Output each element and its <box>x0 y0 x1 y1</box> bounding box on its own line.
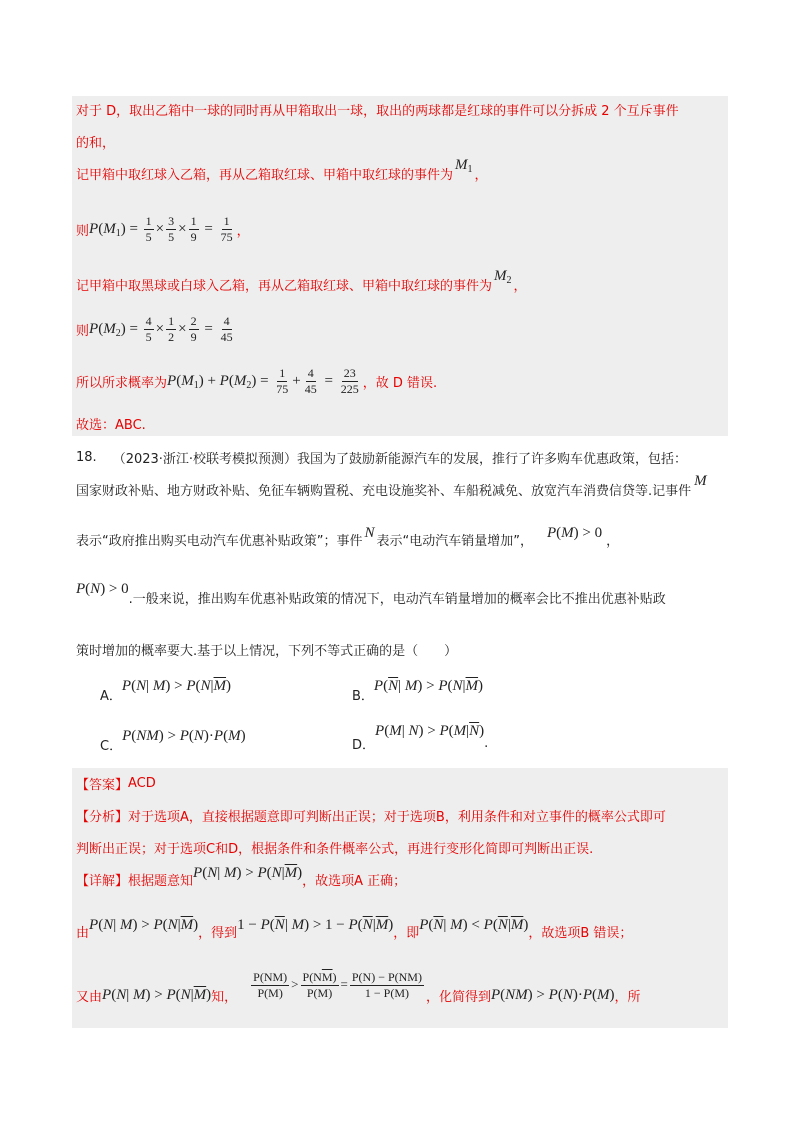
detail-label: 【详解】 <box>76 874 129 889</box>
formula-p-m2: $P(M_2)$ = $\frac{4}{5}$ × $\frac{1}{2}$ × $\frac{2}{9}$ = $\frac{4}{45}$ <box>89 314 233 344</box>
event-m2: $M_2$ <box>494 267 512 286</box>
solution-d-line-7: 所以所求概率为 $P(M_1) + P(M_2)$ = $\frac{1}{75}$ + $\frac{4}{45}$ = $\frac{23}{225}$ ，故 D 错误. <box>76 366 438 396</box>
question-source: （2023·浙江·校联考模拟预测） <box>112 452 298 467</box>
option-a[interactable]: A． P(N| $M) > P(N|\overline{M})$ <box>100 678 232 704</box>
detail-formula-3a: P(N| $M) > P(N|\overline{M})$ <box>102 987 212 1003</box>
formula-pn-positive: P(N) > 0 <box>76 581 129 597</box>
formula-total-probability: $P(M_1) + P(M_2)$ = $\frac{1}{75}$ + $\frac{4}{45}$ = $\frac{23}{225}$ <box>167 366 359 396</box>
analysis-line-2: 判断出正误；对于选项C和D，根据条件和条件概率公式，再进行变形化简即可判断出正误. <box>76 842 594 857</box>
answer-label: 【答案】 <box>76 778 129 793</box>
option-d-formula: P(M| $N) > P(M|\overline{N})$ <box>375 723 485 739</box>
option-a-formula: P(N| $M) > P(N|\overline{M})$ <box>121 678 232 694</box>
detail-formula-1: P(N| $M) > P(N|\overline{M})$ <box>193 865 303 881</box>
question-number: 18. <box>76 450 97 465</box>
question-18-line-1: 18. （2023·浙江·校联考模拟预测） 我国为了鼓励新能源汽车的发展，推行了许多购车优惠政策，包括： <box>76 450 688 467</box>
formula-pm-positive: P(M) > 0 <box>546 525 603 541</box>
option-d[interactable]: D． P(M| $N) > P(M|\overline{N})$ . <box>352 723 489 753</box>
question-18-line-5: 策时增加的概率要大.基于以上情况，下列不等式正确的是（ ） <box>76 644 458 659</box>
question-18-line-3: 表示“政府推出购买电动汽车优惠补贴政策”；事件 N 表示“电动汽车销量增加”， P(M) > 0 ， <box>76 525 620 549</box>
analysis-label: 【分析】 <box>76 810 129 825</box>
detail-line-3: 又由 P(N| $M) > P(N|\overline{M})$ 知， $\frac{P(NM)}{P(M)}$ > $\frac{P(N\overline{M})}{P(\overline{M})}$ = $\frac{P(N) - P(NM)}{1 - P(M)}$ ，化简得到 P(NM) > P(N)·P(M) ，所 <box>76 970 641 1005</box>
event-m1: $M_1$ <box>455 156 473 175</box>
detail-formula-2c: $P(\overline{N}|$ $M) < P(\overline{N}|\overline{M})$ <box>419 917 529 933</box>
solution-d-line-6: 则 $P(M_2)$ = $\frac{4}{5}$ × $\frac{1}{2}$ × $\frac{2}{9}$ = $\frac{4}{45}$ <box>76 314 237 345</box>
option-c[interactable]: C． P(NM) > P(N)·P(M) <box>100 728 246 754</box>
option-c-formula: P(NM) > P(N)·P(M) <box>122 728 246 744</box>
detail-formula-2b: $1 - P(\overline{N}|$ $M) > 1 - P(\overline{N}|\overline{M})$ <box>237 917 394 933</box>
option-b[interactable]: B． $P(\overline{N}|$ $M) > P(N|\overline{M})$ <box>352 678 484 704</box>
detail-formula-2a: P(N| $M) > P(N|\overline{M})$ <box>89 917 199 933</box>
detail-formula-3b: $\frac{P(NM)}{P(M)}$ > $\frac{P(N\overline{M})}{P(\overline{M})}$ = $\frac{P(N) - P(NM)}{1 - P(M)}$ <box>253 970 422 1000</box>
detail-line-2: 由 P(N| $M) > P(N|\overline{M})$ ，得到 $1 - P(\overline{N}|$ $M) > 1 - P(\overline{N}|\overline{M})$ ，即 $P(\overline{N}|$ $M) < P(\overline{N}|\overline{M})$ ，故选项B 错误； <box>76 917 633 941</box>
solution-d-line-4: 则 $P(M_1)$ = $\frac{1}{5}$ × $\frac{3}{5}$ × $\frac{1}{9}$ = $\frac{1}{75}$ ， <box>76 214 250 244</box>
detail-line-1: 【详解】 根据题意知 P(N| $M) > P(N|\overline{M})$ ，故选项A 正确； <box>76 865 407 889</box>
answer-line <box>76 774 156 793</box>
analysis-line-1: 【分析】 对于选项A，直接根据题意即可判断出正误；对于选项B，利用条件和对立事件的概率公式即可 <box>76 806 666 825</box>
solution-d-line-2: 的和， <box>76 136 116 151</box>
solution-d-conclusion: 故选：ABC. <box>76 418 146 433</box>
question-18-line-4: P(N) > 0 .一般来说，推出购车优惠补贴政策的情况下，电动汽车销量增加的概率会比不推出优惠补贴政 <box>76 581 666 607</box>
solution-d-line-5: 记甲箱中取黑球或白球入乙箱，再从乙箱取红球、甲箱中取红球的事件为 $M_2$ ， <box>76 267 527 294</box>
answer-value: ACD <box>128 776 156 791</box>
option-b-formula: $P(\overline{N}|$ $M) > P(N|\overline{M})$ <box>373 678 484 694</box>
question-18-line-2: 国家财政补贴、地方财政补贴、免征车辆购置税、充电设施奖补、车船税减免、放宽汽车消费信贷等.记事件 M <box>76 473 707 499</box>
solution-d-line-3: 记甲箱中取红球入乙箱，再从乙箱取红球、甲箱中取红球的事件为 $M_1$ ， <box>76 156 488 183</box>
formula-p-m1: $P(M_1)$ = $\frac{1}{5}$ × $\frac{3}{5}$ × $\frac{1}{9}$ = $\frac{1}{75}$ <box>89 214 233 244</box>
solution-d-line-1: 对于 D，取出乙箱中一球的同时再从甲箱取出一球，取出的两球都是红球的事件可以分拆成 2 个互斥事件 <box>76 104 679 119</box>
event-m: M <box>694 473 707 489</box>
detail-formula-3c: P(NM) > P(N)·P(M) <box>491 987 615 1003</box>
event-n: N <box>364 525 375 541</box>
